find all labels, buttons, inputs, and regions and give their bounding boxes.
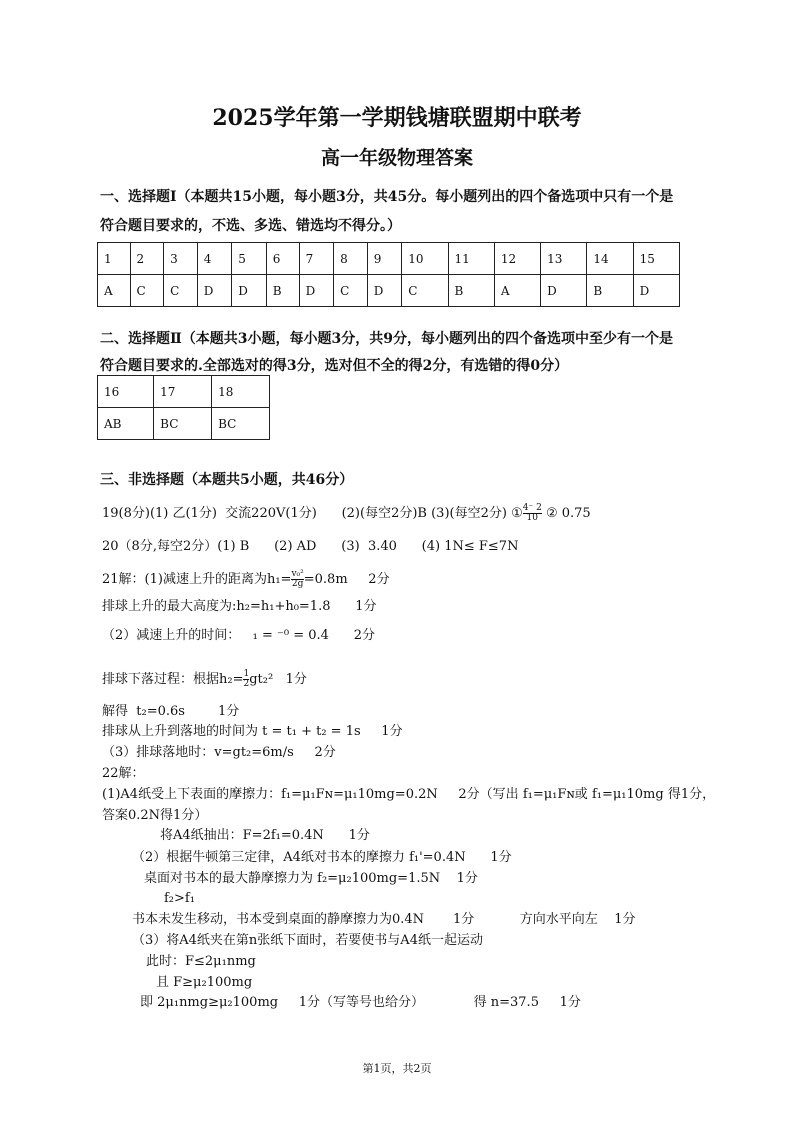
q21-l4-text-end: gt₂² 1分 <box>249 672 307 687</box>
q21-line2: 排球上升的最大高度为:h₂=h₁+h₀=1.8 1分 <box>102 599 377 614</box>
section1-answer-table <box>97 242 680 307</box>
answer-cell: D <box>299 275 334 307</box>
question-number-cell: 2 <box>130 243 164 275</box>
answer-cell: AB <box>98 408 154 440</box>
answer-cell: C <box>164 275 198 307</box>
q21-line6: 排球从上升到落地的时间为 t = t₁ + t₂ = 1s 1分 <box>102 724 403 739</box>
question-number-cell: 3 <box>164 243 198 275</box>
q22-line2: 答案0.2N得1分） <box>102 808 208 823</box>
question-number-cell: 7 <box>299 243 334 275</box>
answer-cell: C <box>130 275 164 307</box>
q20-answer: 20（8分,每空2分）(1) B (2) AD (3) 3.40 (4) 1N≤ F≤7N <box>102 539 519 554</box>
page-footer: 第1页，共2页 <box>362 1062 432 1075</box>
answer-cell: BC <box>212 408 270 440</box>
answer-cell: D <box>367 275 402 307</box>
q21-text: 21解：(1)减速上升的距离为h₁= <box>102 572 292 587</box>
q21-l4-text: 排球下落过程：根据h₂= <box>102 672 244 687</box>
q22-line6: f₂>f₁ <box>164 891 195 906</box>
q21-text-end: =0.8m 2分 <box>303 572 390 587</box>
question-number-cell: 6 <box>266 243 299 275</box>
q19-text-end: ② 0.75 <box>541 506 591 521</box>
q22-line4: （2）根据牛顿第三定律，A4纸对书本的摩擦力 f₁'=0.4N 1分 <box>132 850 512 865</box>
q22-line10: 且 F≥μ₂100mg <box>156 975 253 990</box>
question-number-cell: 14 <box>587 243 633 275</box>
q21-line1 <box>102 570 390 589</box>
q19-answer <box>102 504 591 523</box>
q19-fraction <box>523 504 542 523</box>
question-number-cell: 5 <box>232 243 267 275</box>
q21-line4 <box>102 670 307 689</box>
question-number-cell: 17 <box>154 376 212 408</box>
q21-line7: （3）排球落地时：v=gt₂=6m/s 2分 <box>102 745 336 760</box>
section1-heading-cont: 符合题目要求的，不选、多选、错选均不得分。） <box>100 218 401 234</box>
q21-line5: 解得 t₂=0.6s 1分 <box>102 704 240 719</box>
q22-line5: 桌面对书本的最大静摩擦力为 f₂=μ₂100mg=1.5N 1分 <box>144 871 478 886</box>
answer-cell: A <box>494 275 540 307</box>
question-number-cell: 13 <box>541 243 587 275</box>
answer-cell: D <box>541 275 587 307</box>
document-title: 2025学年第一学期钱塘联盟期中联考 <box>212 105 582 131</box>
q21-l4-numerator: 1 <box>243 669 250 679</box>
question-number-cell: 10 <box>402 243 448 275</box>
question-number-cell: 9 <box>367 243 402 275</box>
section2-heading-cont: 符合题目要求的.全部选对的得3分，选对但不全的得2分，有选错的得0分） <box>100 358 569 374</box>
q22-line0: 22解： <box>102 766 145 781</box>
q21-line3: （2）减速上升的时间： ₁ = ⁻⁰ = 0.4 2分 <box>102 628 376 643</box>
question-number-cell: 12 <box>494 243 540 275</box>
answer-cell: B <box>587 275 633 307</box>
q21-denominator: 2g <box>291 579 304 589</box>
q22-line7: 书本未发生移动，书本受到桌面的静摩擦力为0.4N 1分 方向水平向左 1分 <box>132 912 636 927</box>
question-number-cell: 8 <box>334 243 368 275</box>
question-number-cell: 18 <box>212 376 270 408</box>
answer-cell: B <box>266 275 299 307</box>
answer-cell: BC <box>154 408 212 440</box>
answer-cell: B <box>448 275 494 307</box>
q19-text: 19(8分)(1) 乙(1分) 交流220V(1分) (2)(每空2分)B (3)(每空2分) ① <box>102 506 523 521</box>
q22-line9: 此时：F≤2μ₁nmg <box>146 954 256 969</box>
answer-cell: D <box>633 275 679 307</box>
q19-denominator: 10 <box>526 513 538 523</box>
answer-cell: D <box>197 275 232 307</box>
question-number-cell: 4 <box>197 243 232 275</box>
answer-cell: C <box>334 275 368 307</box>
q22-line8: （3）将A4纸夹在第n张纸下面时，若要使书与A4纸一起运动 <box>132 933 483 948</box>
question-number-cell: 15 <box>633 243 679 275</box>
section2-heading: 二、选择题Ⅱ（本题共3小题，每小题3分，共9分，每小题列出的四个备选项中至少有一个是 <box>100 331 674 347</box>
section2-answer-table <box>97 375 270 440</box>
answer-cell: A <box>98 275 131 307</box>
q19-numerator: 4⁻ 2 <box>522 503 542 513</box>
q21-numerator: v₀² <box>291 569 304 579</box>
question-number-cell: 16 <box>98 376 154 408</box>
document-subtitle: 高一年级物理答案 <box>320 147 473 169</box>
q22-line3: 将A4纸抽出：F=2f₁=0.4N 1分 <box>160 828 370 843</box>
section3-heading: 三、非选择题（本题共5小题，共46分） <box>100 472 354 488</box>
question-number-cell: 1 <box>98 243 131 275</box>
answer-cell: D <box>232 275 267 307</box>
question-number-cell: 11 <box>448 243 494 275</box>
section1-heading: 一、选择题Ⅰ（本题共15小题，每小题3分，共45分。每小题列出的四个备选项中只有一个是 <box>100 189 674 205</box>
answer-cell: C <box>402 275 448 307</box>
q22-line11: 即 2μ₁nmg≥μ₂100mg 1分（写等号也给分） 得 n=37.5 1分 <box>140 995 581 1010</box>
q21-fraction <box>291 570 303 589</box>
q21-l4-denominator: 2 <box>243 679 250 689</box>
q22-line1: (1)A4纸受上下表面的摩擦力：f₁=μ₁Fɴ=μ₁10mg=0.2N 2分（写出 f₁=μ₁Fɴ或 f₁=μ₁10mg 得1分， <box>102 787 716 802</box>
